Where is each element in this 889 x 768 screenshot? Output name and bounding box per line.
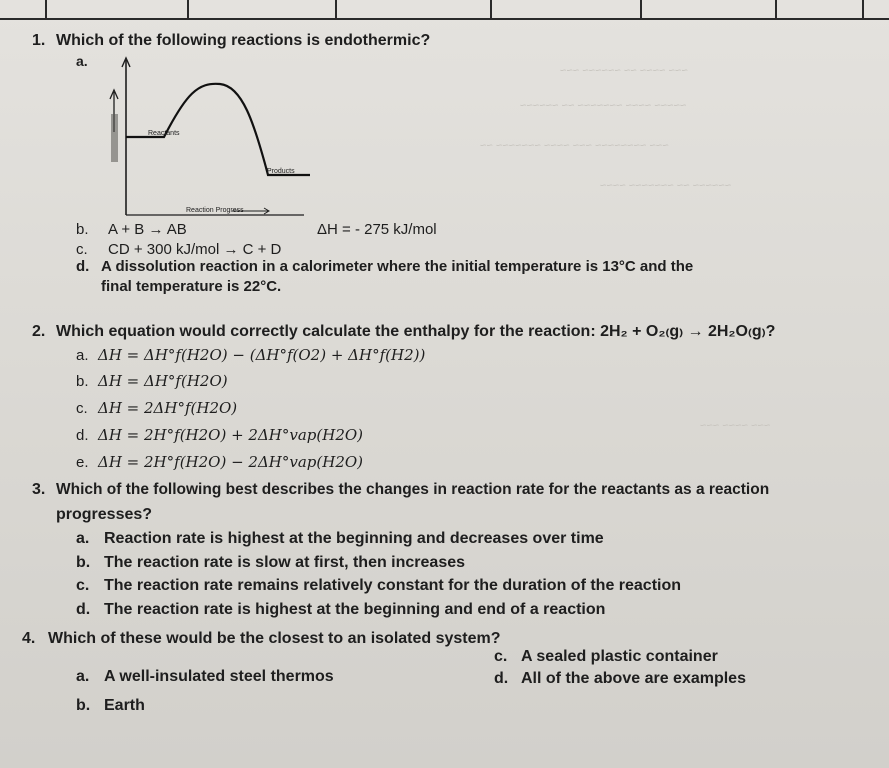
- table-divider: [775, 0, 777, 18]
- q4-option-c-label: c.: [494, 648, 508, 665]
- q4-option-d-label: d.: [494, 670, 509, 687]
- q3-option-d-label: d.: [76, 601, 91, 618]
- energy-diagram: [104, 52, 334, 222]
- q1-option-c-reaction: CD + 300 kJ/mol → C + D: [108, 241, 282, 258]
- q1-option-a-label: a.: [76, 53, 88, 69]
- q3-option-d-text: The reaction rate is highest at the beginning and end of a reaction: [104, 601, 606, 618]
- q3-line1: Which of the following best describes the changes in reaction rate for the reactants as a reaction: [56, 481, 770, 498]
- q4-option-c-text: A sealed plastic container: [521, 648, 718, 665]
- q1-option-b-enthalpy: ΔH = - 275 kJ/mol: [317, 221, 437, 238]
- bleed-through: ~~~ ~~~~~~~~ ~~~ ~~~~ ~~~~~~~ ~~: [480, 140, 669, 152]
- x-axis-arrow: [232, 207, 272, 215]
- table-divider: [862, 0, 864, 18]
- q2-option-b-label: b.: [76, 373, 89, 390]
- q1-option-b-reaction: A + B → AB: [108, 221, 187, 238]
- table-divider: [640, 0, 642, 18]
- q2-number: 2.: [32, 323, 46, 340]
- q2-option-a-label: a.: [76, 347, 89, 364]
- bleed-through: ~~~~~ ~~~~ ~~~~~~~ ~~ ~~~~~~: [520, 100, 687, 112]
- q3-option-c-text: The reaction rate remains relatively constant for the duration of the reaction: [104, 577, 682, 594]
- q4-option-b-label: b.: [76, 697, 91, 714]
- q2-option-a-equation: ΔH = ΔH°f(H2O) − (ΔH°f(O2) + ΔH°f(H2)): [98, 346, 426, 364]
- q4-number: 4.: [22, 630, 36, 647]
- q4-option-a-text: A well-insulated steel thermos: [104, 668, 334, 685]
- q1-option-d-line1: A dissolution reaction in a calorimeter where the initial temperature is 13°C and the: [101, 258, 694, 275]
- q3-option-c-label: c.: [76, 577, 90, 594]
- q2-option-d-equation: ΔH = 2H°f(H2O) + 2ΔH°vap(H2O): [98, 426, 364, 444]
- q4-option-d-text: All of the above are examples: [521, 670, 746, 687]
- q2-option-e-equation: ΔH = 2H°f(H2O) − 2ΔH°vap(H2O): [98, 453, 364, 471]
- q1-option-b-label: b.: [76, 221, 89, 238]
- q3-option-a-text: Reaction rate is highest at the beginning and decreases over time: [104, 530, 604, 547]
- q2-option-d-label: d.: [76, 427, 89, 444]
- q3-line2: progresses?: [56, 506, 153, 523]
- q3-option-b-label: b.: [76, 554, 91, 571]
- energy-axis-label: [111, 114, 118, 162]
- q4-text: Which of these would be the closest to an isolated system?: [48, 630, 501, 647]
- q1-option-d-label: d.: [76, 258, 90, 275]
- x-axis-label: Reaction Progress: [186, 207, 244, 214]
- q1-text: Which of the following reactions is endothermic?: [56, 32, 431, 49]
- table-divider: [45, 0, 47, 18]
- q2-text: Which equation would correctly calculate the enthalpy for the reaction: 2H₂ + O₂₍g₎ → 2H₂O₍g₎?: [56, 323, 776, 340]
- q2-option-e-label: e.: [76, 454, 89, 471]
- q1-option-d-line2: final temperature is 22°C.: [101, 278, 282, 295]
- q3-number: 3.: [32, 481, 46, 498]
- table-border: [0, 0, 889, 20]
- products-label: Products: [267, 168, 295, 175]
- q1-number: 1.: [32, 32, 46, 49]
- bleed-through: ~~~ ~~~~ ~~~: [700, 420, 771, 432]
- q1-option-c-label: c.: [76, 241, 88, 258]
- q2-option-c-equation: ΔH = 2ΔH°f(H2O): [98, 399, 238, 417]
- q4-option-a-label: a.: [76, 668, 90, 685]
- table-divider: [490, 0, 492, 18]
- table-divider: [335, 0, 337, 18]
- reactants-label: Reactants: [148, 130, 180, 137]
- q3-option-b-text: The reaction rate is slow at first, then increases: [104, 554, 466, 571]
- q3-option-a-label: a.: [76, 530, 90, 547]
- q2-option-b-equation: ΔH = ΔH°f(H2O): [98, 372, 228, 390]
- q4-option-b-text: Earth: [104, 697, 145, 714]
- table-divider: [187, 0, 189, 18]
- q2-option-c-label: c.: [76, 400, 88, 417]
- bleed-through: ~~~ ~~~~ ~~ ~~~~~~ ~~~: [560, 65, 688, 77]
- bleed-through: ~~~~~~ ~~ ~~~~~~~ ~~~~: [600, 180, 732, 192]
